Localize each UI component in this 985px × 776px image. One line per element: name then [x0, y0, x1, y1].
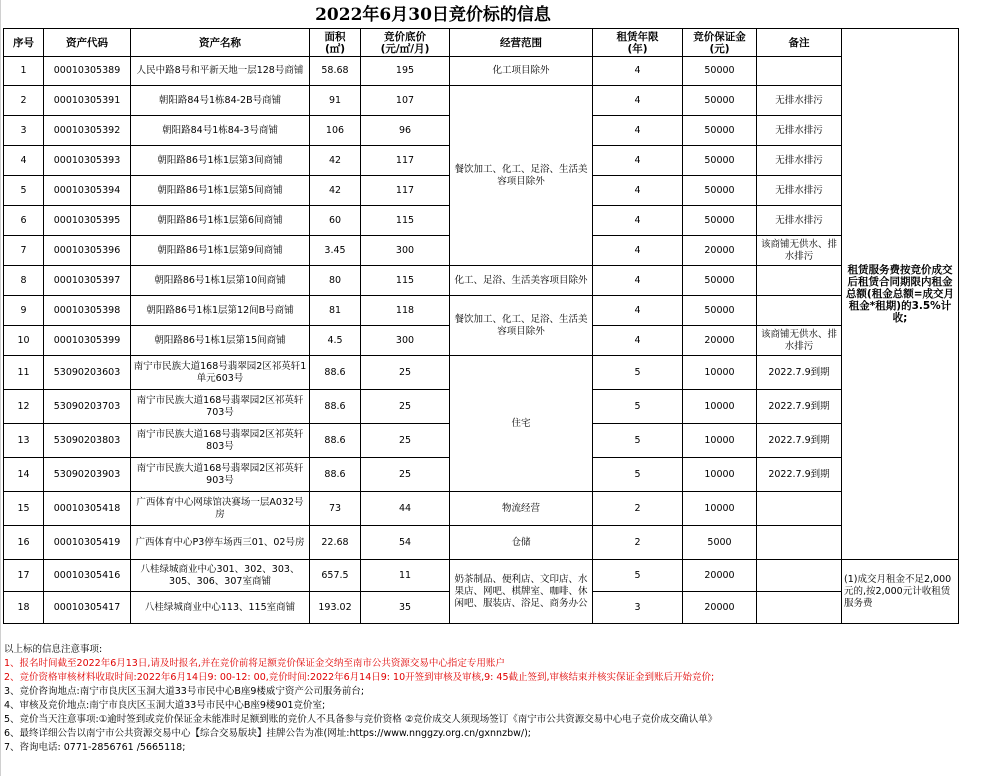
- cell-name: 人民中路8号和平新天地一层128号商铺: [131, 57, 310, 86]
- table-row: [4, 356, 964, 390]
- cell-deposit: 50000: [683, 86, 757, 116]
- cell-price: 44: [361, 492, 450, 526]
- cell-price: 300: [361, 236, 450, 266]
- table-row: [4, 57, 964, 86]
- cell-code: 53090203903: [44, 458, 131, 492]
- cell-price: 117: [361, 176, 450, 206]
- cell-deposit: 10000: [683, 356, 757, 390]
- header-price-line2: (元/㎡/月): [380, 42, 430, 55]
- cell-area: 4.5: [310, 326, 361, 356]
- table-row: [4, 86, 964, 116]
- cell-no: 5: [4, 176, 44, 206]
- cell-price: 35: [361, 592, 450, 624]
- note-2: 2、竞价资格审核材料收取时间:2022年6月14日9: 00-12: 00,竞价时间:2022年6月14日9: 10开签到审核及审核,9: 45截止签到,审核结束并核实保证金到账后开始竞价;: [4, 672, 715, 683]
- cell-no: 11: [4, 356, 44, 390]
- cell-price: 25: [361, 458, 450, 492]
- edge-cell: [959, 206, 964, 236]
- cell-scope: 化工项目除外: [450, 57, 593, 86]
- header-code: 资产代码: [44, 29, 131, 57]
- cell-remark: [757, 560, 842, 592]
- cell-price: 25: [361, 356, 450, 390]
- cell-no: 7: [4, 236, 44, 266]
- note-4: 4、审核及竞价地点:南宁市良庆区玉洞大道33号市民中心B座9楼901竞价室;: [4, 700, 326, 711]
- edge-cell: [959, 592, 964, 624]
- cell-remark: [757, 266, 842, 296]
- cell-area: 88.6: [310, 424, 361, 458]
- edge-cell: [959, 326, 964, 356]
- header-term: [593, 29, 683, 57]
- edge-cell: [959, 560, 964, 592]
- cell-term: 2: [593, 526, 683, 560]
- header-deposit: [683, 29, 757, 57]
- cell-price: 107: [361, 86, 450, 116]
- header-no: 序号: [4, 29, 44, 57]
- cell-no: 15: [4, 492, 44, 526]
- cell-deposit: 50000: [683, 266, 757, 296]
- cell-scope: 餐饮加工、化工、足浴、生活美容项目除外: [450, 296, 593, 356]
- cell-name: 八桂绿城商业中心301、302、303、305、306、307室商铺: [131, 560, 310, 592]
- cell-price: 25: [361, 424, 450, 458]
- cell-code: 00010305419: [44, 526, 131, 560]
- edge-cell: [959, 492, 964, 526]
- header-area-line2: (㎡): [324, 42, 346, 55]
- cell-remark: 2022.7.9到期: [757, 356, 842, 390]
- cell-name: 朝阳路86号1栋1层第6间商铺: [131, 206, 310, 236]
- cell-no: 12: [4, 390, 44, 424]
- cell-no: 14: [4, 458, 44, 492]
- cell-code: 00010305394: [44, 176, 131, 206]
- table-row: [4, 266, 964, 296]
- cell-name: 朝阳路86号1栋1层第3间商铺: [131, 146, 310, 176]
- cell-no: 3: [4, 116, 44, 146]
- edge-cell: [959, 116, 964, 146]
- cell-remark: 无排水排污: [757, 176, 842, 206]
- edge-cell: [959, 458, 964, 492]
- cell-remark: 无排水排污: [757, 206, 842, 236]
- cell-term: 4: [593, 206, 683, 236]
- edge-cell: [959, 296, 964, 326]
- cell-term: 4: [593, 57, 683, 86]
- edge-cell: [959, 29, 964, 57]
- cell-code: 00010305417: [44, 592, 131, 624]
- side-note-rent: 租赁服务费按竞价成交后租赁合同期限内租金总额(租金总额=成交月租金*租期)的3.5%计收;: [842, 29, 959, 560]
- cell-area: 60: [310, 206, 361, 236]
- cell-term: 5: [593, 458, 683, 492]
- cell-remark: 2022.7.9到期: [757, 390, 842, 424]
- bidding-table: [3, 28, 964, 624]
- cell-area: 88.6: [310, 458, 361, 492]
- cell-deposit: 50000: [683, 176, 757, 206]
- header-deposit-line1: 竞价保证金: [693, 30, 746, 43]
- header-remark: 备注: [757, 29, 842, 57]
- edge-cell: [959, 176, 964, 206]
- cell-remark: 该商铺无供水、排水排污: [757, 326, 842, 356]
- cell-no: 8: [4, 266, 44, 296]
- cell-scope: 仓储: [450, 526, 593, 560]
- cell-remark: [757, 57, 842, 86]
- cell-deposit: 20000: [683, 560, 757, 592]
- notes-intro: 以上标的信息注意事项:: [4, 644, 103, 655]
- cell-scope: 餐饮加工、化工、足浴、生活美容项目除外: [450, 86, 593, 266]
- table-row: [4, 296, 964, 326]
- cell-name: 朝阳路86号1栋1层第10间商铺: [131, 266, 310, 296]
- cell-remark: [757, 526, 842, 560]
- cell-deposit: 50000: [683, 206, 757, 236]
- edge-cell: [959, 86, 964, 116]
- table-row: [4, 526, 964, 560]
- cell-price: 117: [361, 146, 450, 176]
- header-price: [361, 29, 450, 57]
- cell-deposit: 5000: [683, 526, 757, 560]
- cell-name: 广西体育中心网球馆决赛场一层A032号房: [131, 492, 310, 526]
- cell-term: 3: [593, 592, 683, 624]
- cell-deposit: 50000: [683, 296, 757, 326]
- cell-deposit: 20000: [683, 592, 757, 624]
- cell-remark: [757, 592, 842, 624]
- cell-name: 朝阳路86号1栋1层第5间商铺: [131, 176, 310, 206]
- cell-term: 2: [593, 492, 683, 526]
- edge-cell: [959, 266, 964, 296]
- cell-name: 朝阳路86号1栋1层第12间B号商铺: [131, 296, 310, 326]
- cell-area: 3.45: [310, 236, 361, 266]
- cell-deposit: 10000: [683, 458, 757, 492]
- cell-term: 4: [593, 296, 683, 326]
- cell-price: 25: [361, 390, 450, 424]
- cell-term: 4: [593, 326, 683, 356]
- table-row: [4, 560, 964, 592]
- cell-remark: 该商铺无供水、排水排污: [757, 236, 842, 266]
- cell-remark: 无排水排污: [757, 116, 842, 146]
- cell-code: 00010305416: [44, 560, 131, 592]
- cell-name: 朝阳路84号1栋84-3号商铺: [131, 116, 310, 146]
- cell-deposit: 10000: [683, 492, 757, 526]
- cell-no: 9: [4, 296, 44, 326]
- header-row: [4, 29, 964, 57]
- cell-no: 16: [4, 526, 44, 560]
- table-row: [4, 492, 964, 526]
- cell-no: 4: [4, 146, 44, 176]
- cell-code: 53090203603: [44, 356, 131, 390]
- cell-price: 54: [361, 526, 450, 560]
- cell-name: 南宁市民族大道168号翡翠园2区祁英轩803号: [131, 424, 310, 458]
- page-title: 2022年6月30日竞价标的信息: [315, 5, 551, 25]
- cell-term: 4: [593, 86, 683, 116]
- header-term-line2: (年): [627, 42, 648, 55]
- cell-area: 91: [310, 86, 361, 116]
- edge-cell: [959, 356, 964, 390]
- cell-code: 00010305397: [44, 266, 131, 296]
- cell-term: 5: [593, 390, 683, 424]
- cell-term: 5: [593, 356, 683, 390]
- cell-term: 5: [593, 424, 683, 458]
- cell-area: 42: [310, 176, 361, 206]
- cell-name: 朝阳路84号1栋84-2B号商铺: [131, 86, 310, 116]
- note-5: 5、竞价当天注意事项:①逾时签到或竞价保证金未能准时足额到账的竞价人不具备参与竞价资格 ②竞价成交人须现场签订《南宁市公共资源交易中心电子竞价成交确认单》: [4, 714, 718, 725]
- cell-deposit: 10000: [683, 424, 757, 458]
- cell-term: 5: [593, 560, 683, 592]
- cell-area: 80: [310, 266, 361, 296]
- cell-scope: 奶茶制品、便利店、文印店、水果店、网吧、棋牌室、咖啡、休闲吧、服装店、浴足、商务办公: [450, 560, 593, 624]
- note-6: 6、最终详细公告以南宁市公共资源交易中心【综合交易版块】挂牌公告为准(网址:https://www.nnggzy.org.cn/gxnnzbw/);: [4, 728, 531, 739]
- cell-deposit: 50000: [683, 146, 757, 176]
- edge-cell: [959, 146, 964, 176]
- cell-code: 53090203803: [44, 424, 131, 458]
- cell-area: 88.6: [310, 390, 361, 424]
- header-area-line1: 面积: [324, 30, 346, 43]
- cell-area: 58.68: [310, 57, 361, 86]
- cell-remark: 2022.7.9到期: [757, 424, 842, 458]
- cell-scope: 物流经营: [450, 492, 593, 526]
- cell-area: 106: [310, 116, 361, 146]
- cell-term: 4: [593, 266, 683, 296]
- cell-name: 朝阳路86号1栋1层第15间商铺: [131, 326, 310, 356]
- note-3: 3、竞价咨询地点:南宁市良庆区玉洞大道33号市民中心B座9楼威宁资产公司服务前台;: [4, 686, 365, 697]
- cell-name: 广西体育中心P3停车场西三01、02号房: [131, 526, 310, 560]
- cell-price: 118: [361, 296, 450, 326]
- cell-deposit: 50000: [683, 57, 757, 86]
- cell-deposit: 20000: [683, 236, 757, 266]
- header-area: [310, 29, 361, 57]
- cell-remark: 无排水排污: [757, 146, 842, 176]
- edge-cell: [959, 424, 964, 458]
- cell-code: 00010305396: [44, 236, 131, 266]
- cell-code: 00010305395: [44, 206, 131, 236]
- cell-deposit: 20000: [683, 326, 757, 356]
- cell-no: 2: [4, 86, 44, 116]
- cell-term: 4: [593, 176, 683, 206]
- edge-cell: [959, 526, 964, 560]
- cell-price: 300: [361, 326, 450, 356]
- cell-area: 22.68: [310, 526, 361, 560]
- cell-price: 115: [361, 266, 450, 296]
- cell-deposit: 10000: [683, 390, 757, 424]
- cell-area: 193.02: [310, 592, 361, 624]
- cell-code: 00010305389: [44, 57, 131, 86]
- cell-term: 4: [593, 146, 683, 176]
- cell-name: 南宁市民族大道168号翡翠园2区祁英轩1单元603号: [131, 356, 310, 390]
- edge-cell: [959, 390, 964, 424]
- cell-no: 13: [4, 424, 44, 458]
- cell-code: 53090203703: [44, 390, 131, 424]
- cell-area: 657.5: [310, 560, 361, 592]
- cell-price: 115: [361, 206, 450, 236]
- cell-price: 11: [361, 560, 450, 592]
- cell-term: 4: [593, 236, 683, 266]
- cell-remark: 无排水排污: [757, 86, 842, 116]
- cell-code: 00010305418: [44, 492, 131, 526]
- cell-name: 八桂绿城商业中心113、115室商铺: [131, 592, 310, 624]
- header-scope: 经营范围: [450, 29, 593, 57]
- header-name: 资产名称: [131, 29, 310, 57]
- edge-cell: [959, 57, 964, 86]
- notes-section: [4, 643, 979, 755]
- cell-no: 1: [4, 57, 44, 86]
- cell-remark: [757, 296, 842, 326]
- header-deposit-line2: (元): [709, 42, 730, 55]
- cell-code: 00010305393: [44, 146, 131, 176]
- header-price-line1: 竞价底价: [384, 30, 426, 43]
- cell-term: 4: [593, 116, 683, 146]
- sheet-left-edge: [0, 0, 1, 776]
- cell-code: 00010305398: [44, 296, 131, 326]
- cell-area: 42: [310, 146, 361, 176]
- cell-price: 195: [361, 57, 450, 86]
- cell-scope: 化工、足浴、生活美容项目除外: [450, 266, 593, 296]
- cell-name: 朝阳路86号1栋1层第9间商铺: [131, 236, 310, 266]
- side-note-min: (1)成交月租金不足2,000元的,按2,000元计收租赁服务费: [842, 560, 959, 624]
- cell-no: 10: [4, 326, 44, 356]
- cell-code: 00010305392: [44, 116, 131, 146]
- header-term-line1: 租赁年限: [616, 30, 659, 43]
- note-1: 1、报名时间截至2022年6月13日,请及时报名,并在竞价前将足额竞价保证金交纳至南市公共资源交易中心指定专用账户: [4, 658, 505, 669]
- cell-name: 南宁市民族大道168号翡翠园2区祁英轩703号: [131, 390, 310, 424]
- cell-remark: [757, 492, 842, 526]
- cell-area: 88.6: [310, 356, 361, 390]
- cell-no: 6: [4, 206, 44, 236]
- cell-no: 18: [4, 592, 44, 624]
- note-7: 7、咨询电话: 0771-2856761 /5665118;: [4, 742, 186, 753]
- cell-remark: 2022.7.9到期: [757, 458, 842, 492]
- cell-deposit: 50000: [683, 116, 757, 146]
- cell-scope: 住宅: [450, 356, 593, 492]
- cell-no: 17: [4, 560, 44, 592]
- cell-code: 00010305391: [44, 86, 131, 116]
- cell-price: 96: [361, 116, 450, 146]
- cell-area: 73: [310, 492, 361, 526]
- cell-code: 00010305399: [44, 326, 131, 356]
- cell-area: 81: [310, 296, 361, 326]
- edge-cell: [959, 236, 964, 266]
- cell-name: 南宁市民族大道168号翡翠园2区祁英轩903号: [131, 458, 310, 492]
